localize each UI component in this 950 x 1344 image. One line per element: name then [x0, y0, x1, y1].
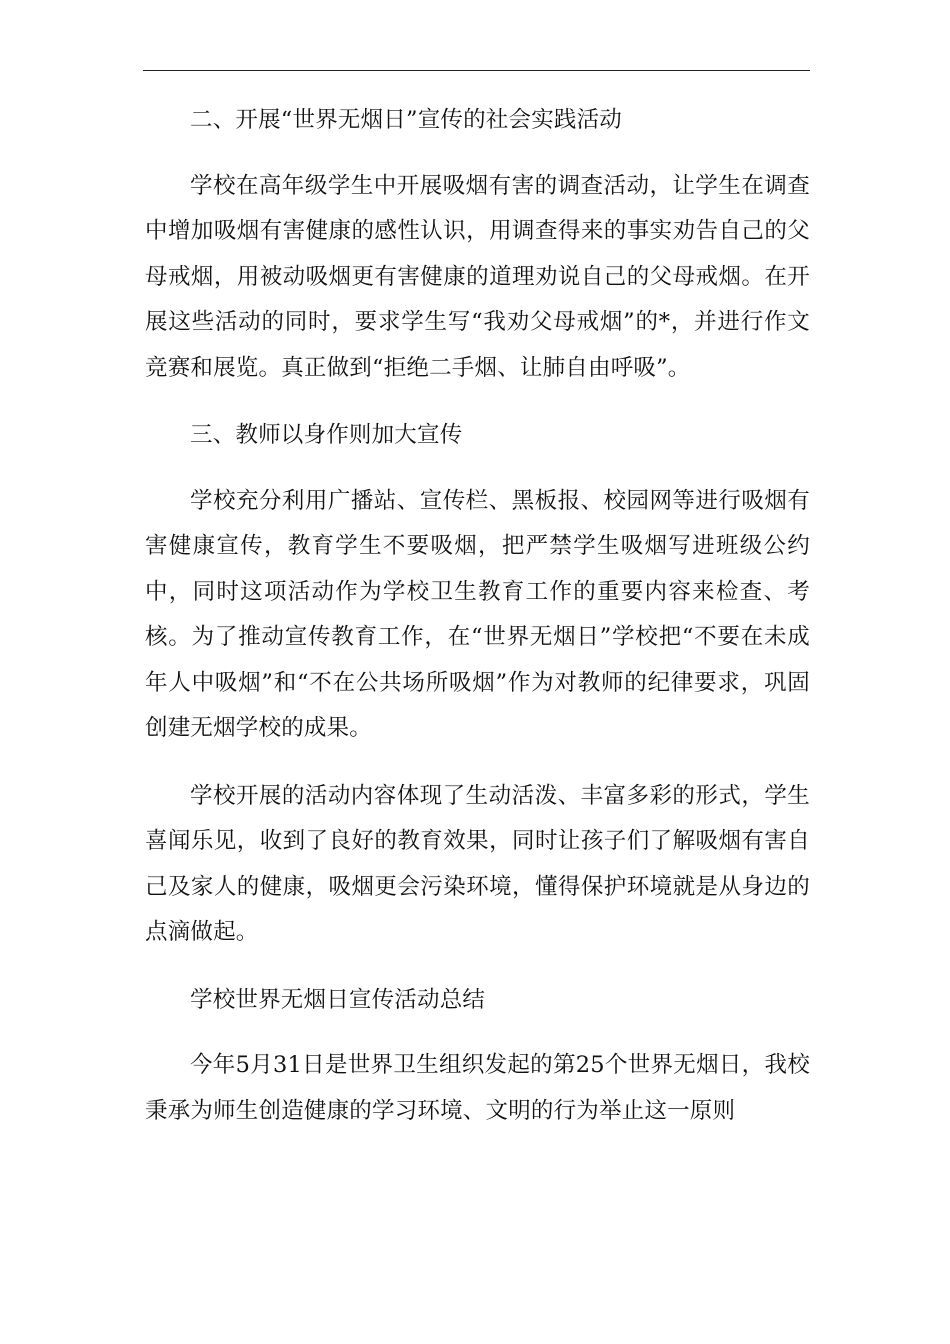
document-body — [145, 98, 810, 1156]
section-heading-3: 三、教师以身作则加大宣传 — [190, 422, 463, 448]
paragraph-teacher-example: 学校充分利用广播站、宣传栏、黑板报、校园网等进行吸烟有害健康宣传，教育学生不要吸烟，把严禁学生吸烟写进班级公约中，同时这项活动作为学校卫生教育工作的重要内容来检查、考核。为了推动宣传教育工作，在“世界无烟日”学校把“不要在未成年人中吸烟”和“不在公共场所吸烟”作为对教师的纪律要求，巩固创建无烟学校的成果。 — [145, 487, 810, 741]
header-rule — [143, 70, 810, 71]
section-heading-2: 二、开展“世界无烟日”宣传的社会实践活动 — [190, 107, 623, 133]
paragraph-intro: 今年5月31日是世界卫生组织发起的第25个世界无烟日，我校秉承为师生创造健康的学习环境、文明的行为举止这一原则 — [145, 1052, 810, 1124]
paragraph-survey-activity: 学校在高年级学生中开展吸烟有害的调查活动，让学生在调查中增加吸烟有害健康的感性认识，用调查得来的事实劝告自己的父母戒烟，用被动吸烟更有害健康的道理劝说自己的父母戒烟。在开展这些活动的同时，要求学生写“我劝父母戒烟”的*，并进行作文竞赛和展览。真正做到“拒绝二手烟、让肺自由呼吸”。 — [145, 172, 810, 381]
paragraph-activity-effect: 学校开展的活动内容体现了生动活泼、丰富多彩的形式，学生喜闻乐见，收到了良好的教育效果，同时让孩子们了解吸烟有害自己及家人的健康，吸烟更会污染环境，懂得保护环境就是从身边的点滴做起。 — [145, 782, 810, 945]
article-title: 学校世界无烟日宣传活动总结 — [190, 986, 486, 1013]
